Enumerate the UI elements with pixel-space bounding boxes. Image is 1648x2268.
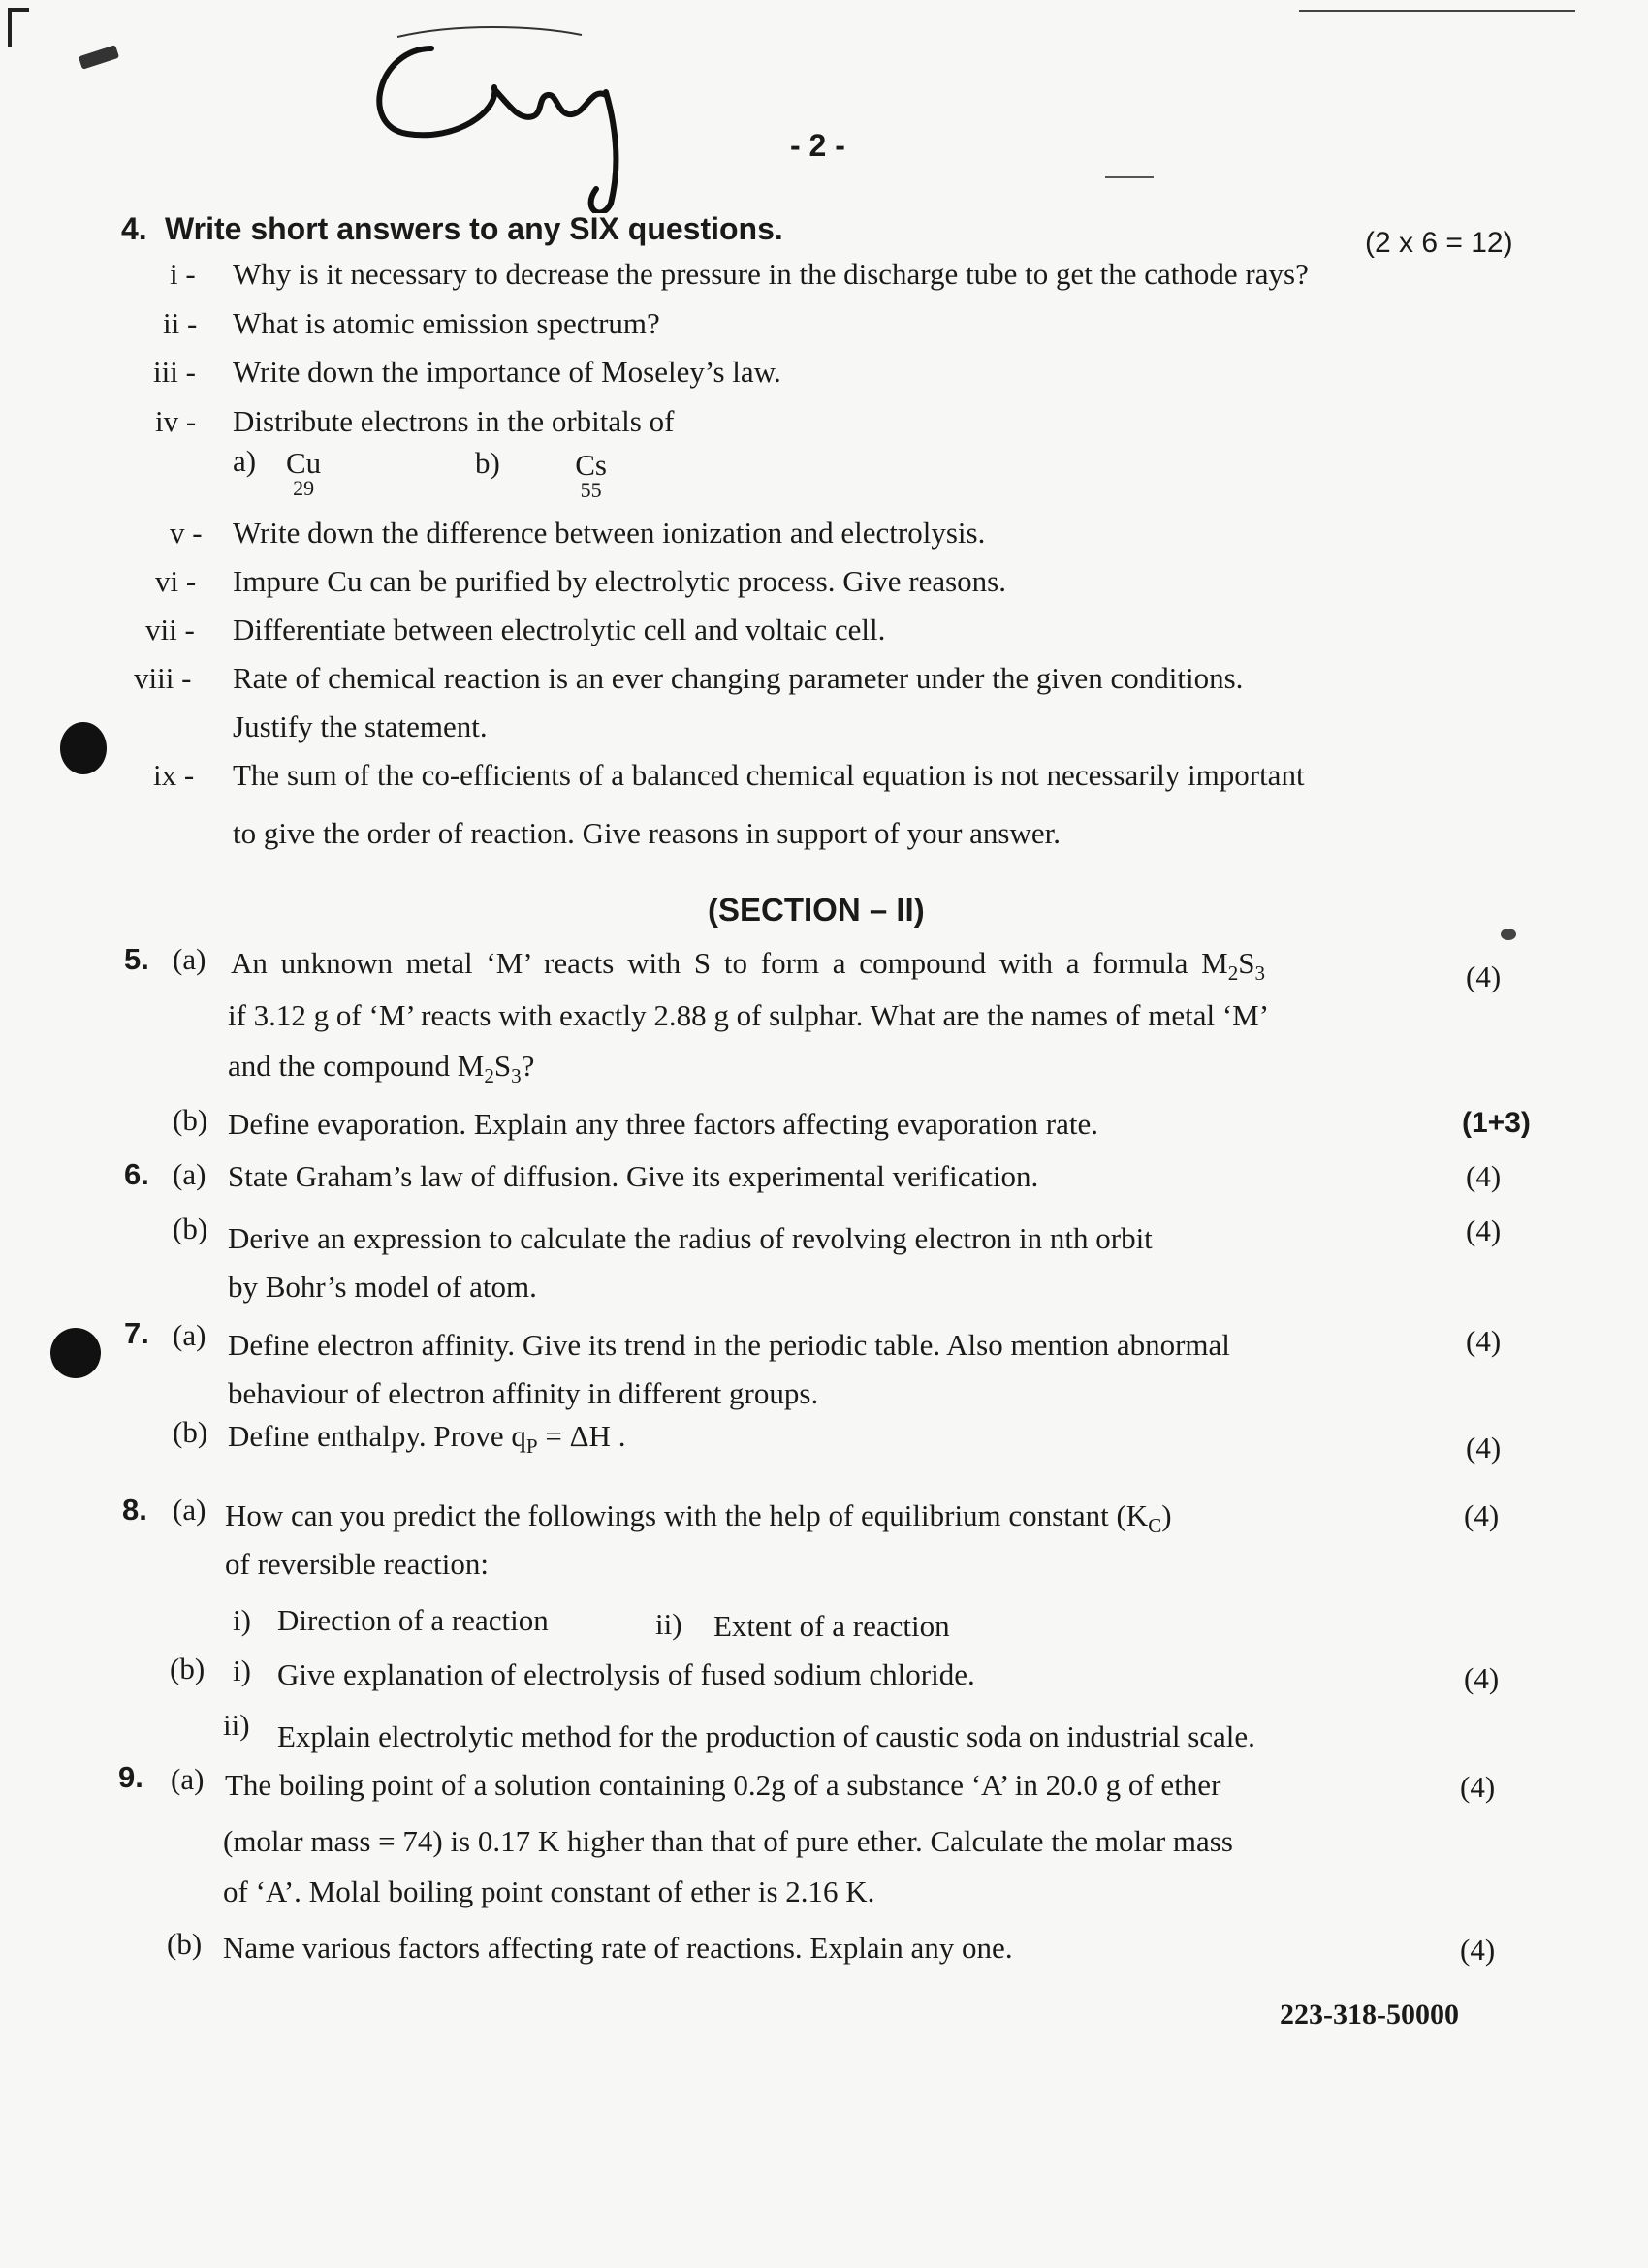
item-label: vii -	[145, 613, 195, 646]
corner-mark	[8, 8, 12, 47]
part-text-line: Define evaporation. Explain any three factors affecting evaporation rate.	[228, 1107, 1099, 1141]
item-text: Differentiate between electrolytic cell and voltaic cell.	[233, 613, 886, 646]
item-text: The sum of the co-efficients of a balanced chemical equation is not necessarily important	[233, 758, 1305, 792]
question-number: 7.	[124, 1316, 149, 1350]
marks: (4)	[1466, 1431, 1502, 1465]
part-label: (a)	[171, 1762, 205, 1796]
item-label: vi -	[155, 564, 197, 598]
item-label: v -	[170, 516, 203, 550]
sub-label: a)	[233, 444, 257, 478]
marks: (1+3)	[1462, 1107, 1531, 1139]
part-text-line: An unknown metal ‘M’ reacts with S to form a compound with a formula M	[231, 946, 1228, 980]
question-number: 4.	[121, 211, 147, 246]
part-text-line: (molar mass = 74) is 0.17 K higher than that of pure ether. Calculate the molar mass	[223, 1824, 1233, 1858]
sub-label: ii)	[655, 1607, 682, 1641]
part-text: and the compound $M_2S_3$?	[228, 1049, 535, 1088]
sub-label: b)	[475, 446, 500, 480]
item-text: Why is it necessary to decrease the pressure in the discharge tube to get the cathode rays?	[233, 257, 1309, 291]
part-label: (b)	[173, 1103, 208, 1137]
part-label: (b)	[173, 1212, 208, 1245]
top-rule	[1299, 10, 1575, 12]
sub-text: Explain electrolytic method for the production of caustic soda on industrial scale.	[277, 1719, 1255, 1753]
part-text-line: The boiling point of a solution containing 0.2g of a substance ‘A’ in 20.0 g of ether	[225, 1768, 1221, 1802]
sub-text: Direction of a reaction	[277, 1603, 549, 1637]
element-symbol: Cs	[575, 448, 607, 482]
atomic-number: 29	[293, 476, 315, 500]
part-text-line: and the compound M	[228, 1049, 485, 1083]
marks: (4)	[1460, 1770, 1496, 1804]
sub-label: i)	[233, 1603, 251, 1637]
item-text: Distribute electrons in the orbitals of	[233, 404, 675, 438]
ink-dot	[1501, 929, 1516, 940]
item-text: Write down the importance of Moseley’s law.	[233, 355, 781, 389]
item-label: i -	[170, 257, 196, 291]
item-text: What is atomic emission spectrum?	[233, 306, 660, 340]
part-label: (b)	[173, 1415, 208, 1449]
part-label: (b)	[170, 1652, 206, 1685]
part-text-line: Name various factors affecting rate of reactions. Explain any one.	[223, 1931, 1013, 1965]
subscript: P	[525, 1434, 538, 1459]
part-text-line: of ‘A’. Molal boiling point constant of ether is 2.16 K.	[223, 1874, 875, 1908]
item-text-continued: to give the order of reaction. Give reasons in support of your answer.	[233, 816, 1061, 850]
marks: (2 x 6 = 12)	[1365, 227, 1513, 259]
page-number: - 2 -	[790, 128, 845, 163]
part-label: (a)	[173, 942, 206, 976]
question-number: 8.	[122, 1493, 147, 1527]
part-text-line: State Graham’s law of diffusion. Give its experimental verification.	[228, 1159, 1039, 1193]
marks: (4)	[1464, 1661, 1500, 1695]
question-number: 9.	[118, 1760, 143, 1794]
part-text: An unknown metal ‘M’ reacts with S to form a compound with a formula $M_2S_3$	[231, 946, 1266, 986]
paper-code: 223-318-50000	[1280, 1999, 1459, 2031]
scan-mark	[1105, 176, 1154, 178]
sub-text: Give explanation of electrolysis of fused sodium chloride.	[277, 1657, 975, 1691]
part-text-line: How can you predict the followings with the help of equilibrium constant (K	[225, 1498, 1149, 1532]
part-label: (a)	[173, 1493, 206, 1527]
part-text-tail: = ΔH .	[537, 1419, 626, 1453]
part-text-line: Define enthalpy. Prove q	[228, 1419, 526, 1453]
sub-label: ii)	[223, 1708, 250, 1742]
question-number: 6.	[124, 1157, 149, 1191]
element-symbol: Cu	[286, 446, 322, 480]
part-text-line: behaviour of electron affinity in different groups.	[228, 1376, 819, 1410]
item-label: ii -	[163, 306, 198, 340]
handwritten-signature	[339, 19, 708, 213]
item-text-continued: Justify the statement.	[233, 709, 488, 743]
item-text: Rate of chemical reaction is an ever changing parameter under the given conditions.	[233, 661, 1244, 695]
part-text: How can you predict the followings with the help of equilibrium constant $(K_C)$	[225, 1498, 1172, 1538]
question-title: Write short answers to any SIX questions.	[165, 211, 783, 246]
marks: (4)	[1466, 1213, 1502, 1247]
marks: (4)	[1466, 1324, 1502, 1358]
punch-hole	[60, 722, 107, 774]
part-label: (a)	[173, 1318, 206, 1352]
element-cu	[286, 448, 321, 499]
item-label: ix -	[153, 758, 195, 792]
part-text-line: if 3.12 g of ‘M’ reacts with exactly 2.88 g of sulphar. What are the names of metal ‘M’	[228, 998, 1270, 1032]
scan-mark	[79, 45, 119, 70]
part-text-line: of reversible reaction:	[225, 1547, 489, 1581]
marks: (4)	[1464, 1498, 1500, 1532]
marks: (4)	[1460, 1933, 1496, 1967]
element-cs	[575, 450, 607, 501]
part-label: (b)	[167, 1927, 203, 1961]
marks: (4)	[1466, 960, 1502, 993]
item-text: Write down the difference between ionization and electrolysis.	[233, 516, 986, 550]
subscript: C	[1148, 1514, 1162, 1538]
marks: (4)	[1466, 1159, 1502, 1193]
question-number: 5.	[124, 942, 149, 976]
part-text-line: Derive an expression to calculate the radius of revolving electron in nth orbit	[228, 1221, 1153, 1255]
punch-hole	[50, 1328, 101, 1378]
item-label: viii -	[134, 661, 192, 695]
part-label: (a)	[173, 1157, 206, 1191]
part-text-line: by Bohr’s model of atom.	[228, 1270, 537, 1304]
part-text	[228, 1419, 625, 1459]
part-text-line: Define electron affinity. Give its trend in the periodic table. Also mention abnormal	[228, 1328, 1230, 1362]
item-label: iv -	[155, 404, 197, 438]
section-title: (SECTION – II)	[708, 892, 925, 928]
item-text: Impure Cu can be purified by electrolytic process. Give reasons.	[233, 564, 1006, 598]
corner-mark	[8, 8, 29, 12]
sub-text: Extent of a reaction	[713, 1609, 950, 1643]
atomic-number: 55	[580, 478, 602, 502]
item-label: iii -	[153, 355, 196, 389]
sub-label: i)	[233, 1654, 251, 1687]
